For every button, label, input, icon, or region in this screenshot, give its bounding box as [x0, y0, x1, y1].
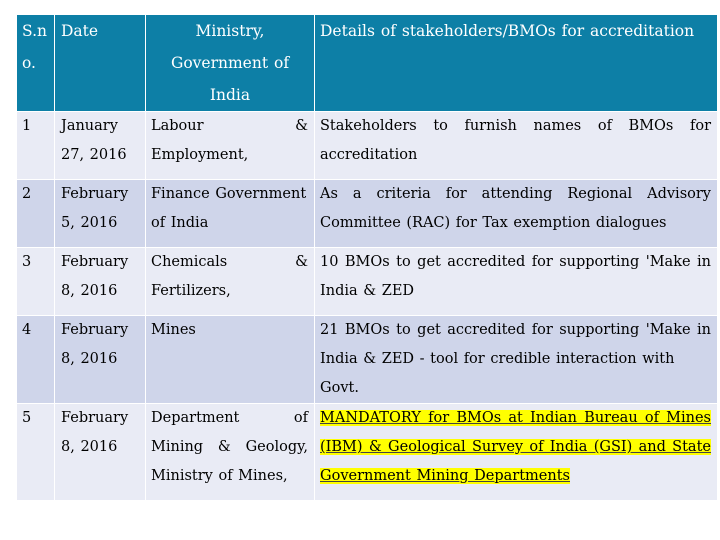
ministry-line: Chemicals & — [151, 254, 308, 270]
cell-date — [55, 248, 146, 316]
details-line: 10 BMOs to get accredited for supporting 'Make in — [320, 254, 711, 270]
date-line: January — [61, 118, 118, 134]
header-ministry-line: India — [209, 86, 251, 104]
table-row — [17, 248, 718, 316]
details-line: India & ZED — [320, 283, 415, 299]
ministry-line: of India — [151, 215, 209, 231]
cell-ministry — [146, 112, 315, 180]
date-line: February — [61, 254, 129, 270]
cell-date — [55, 180, 146, 248]
header-date — [55, 15, 146, 112]
cell-sno — [17, 112, 55, 180]
cell-details — [315, 316, 718, 404]
highlighted-text: (IBM) & Geological Survey of India (GSI) and State — [320, 439, 711, 455]
date-line: 8, 2016 — [61, 351, 118, 367]
cell-ministry — [146, 248, 315, 316]
cell-details — [315, 404, 718, 501]
highlighted-text: MANDATORY for BMOs at Indian Bureau of Mines — [320, 410, 711, 426]
date-line: 8, 2016 — [61, 283, 118, 299]
sno-value: 2 — [22, 186, 32, 202]
details-line: India & ZED - tool for credible interaction with Govt. — [320, 351, 675, 396]
table-row — [17, 316, 718, 404]
cell-date — [55, 112, 146, 180]
cell-date — [55, 404, 146, 501]
cell-ministry — [146, 316, 315, 404]
header-ministry-line: Ministry, — [195, 22, 265, 40]
details-line: As a criteria for attending Regional Advisory — [320, 186, 711, 202]
table-row — [17, 404, 718, 501]
details-line-highlighted — [320, 462, 711, 491]
header-date-label: Date — [61, 22, 99, 40]
sno-value: 5 — [22, 410, 32, 426]
date-line: February — [61, 410, 129, 426]
cell-details — [315, 248, 718, 316]
ministry-line: Finance Government — [151, 186, 307, 202]
date-line: 5, 2016 — [61, 215, 118, 231]
details-line: Committee (RAC) for Tax exemption dialogues — [320, 215, 667, 231]
cell-details — [315, 112, 718, 180]
header-details — [315, 15, 718, 112]
ministry-line: Fertilizers, — [151, 283, 231, 299]
ministry-line: Department of — [151, 410, 308, 426]
table-row — [17, 112, 718, 180]
sno-value: 3 — [22, 254, 32, 270]
header-sno-line: S.n — [22, 22, 47, 40]
sno-value: 1 — [22, 118, 32, 134]
cell-details-highlighted — [315, 180, 718, 248]
cell-sno — [17, 316, 55, 404]
header-details-label: Details of stakeholders/BMOs for accreditation — [320, 22, 695, 40]
cell-sno — [17, 404, 55, 501]
ministry-line: Employment, — [151, 147, 249, 163]
cell-date — [55, 316, 146, 404]
cell-ministry — [146, 404, 315, 501]
header-sno — [17, 15, 55, 112]
date-line: 8, 2016 — [61, 439, 118, 455]
table-row — [17, 180, 718, 248]
details-line: accreditation — [320, 147, 418, 163]
details-line-highlighted — [320, 404, 711, 433]
date-line: 27, 2016 — [61, 147, 127, 163]
sno-value: 4 — [22, 322, 32, 338]
table-header-row — [17, 15, 718, 112]
details-line-highlighted — [320, 433, 711, 462]
cell-ministry — [146, 180, 315, 248]
header-sno-line: o. — [22, 54, 36, 72]
ministry-line: Mines — [151, 322, 196, 338]
ministry-line: Ministry of Mines, — [151, 468, 288, 484]
date-line: February — [61, 186, 129, 202]
date-line: February — [61, 322, 129, 338]
ministry-line: Mining & Geology, — [151, 439, 308, 455]
header-ministry-line: Government of — [170, 54, 290, 72]
cell-sno — [17, 248, 55, 316]
cell-sno — [17, 180, 55, 248]
ministry-line: Labour & — [151, 118, 308, 134]
details-line: Stakeholders to furnish names of BMOs for — [320, 118, 711, 134]
header-ministry — [146, 15, 315, 112]
highlighted-text: Government Mining Departments — [320, 468, 570, 484]
details-line: 21 BMOs to get accredited for supporting 'Make in — [320, 322, 711, 338]
accreditation-table — [16, 14, 718, 501]
